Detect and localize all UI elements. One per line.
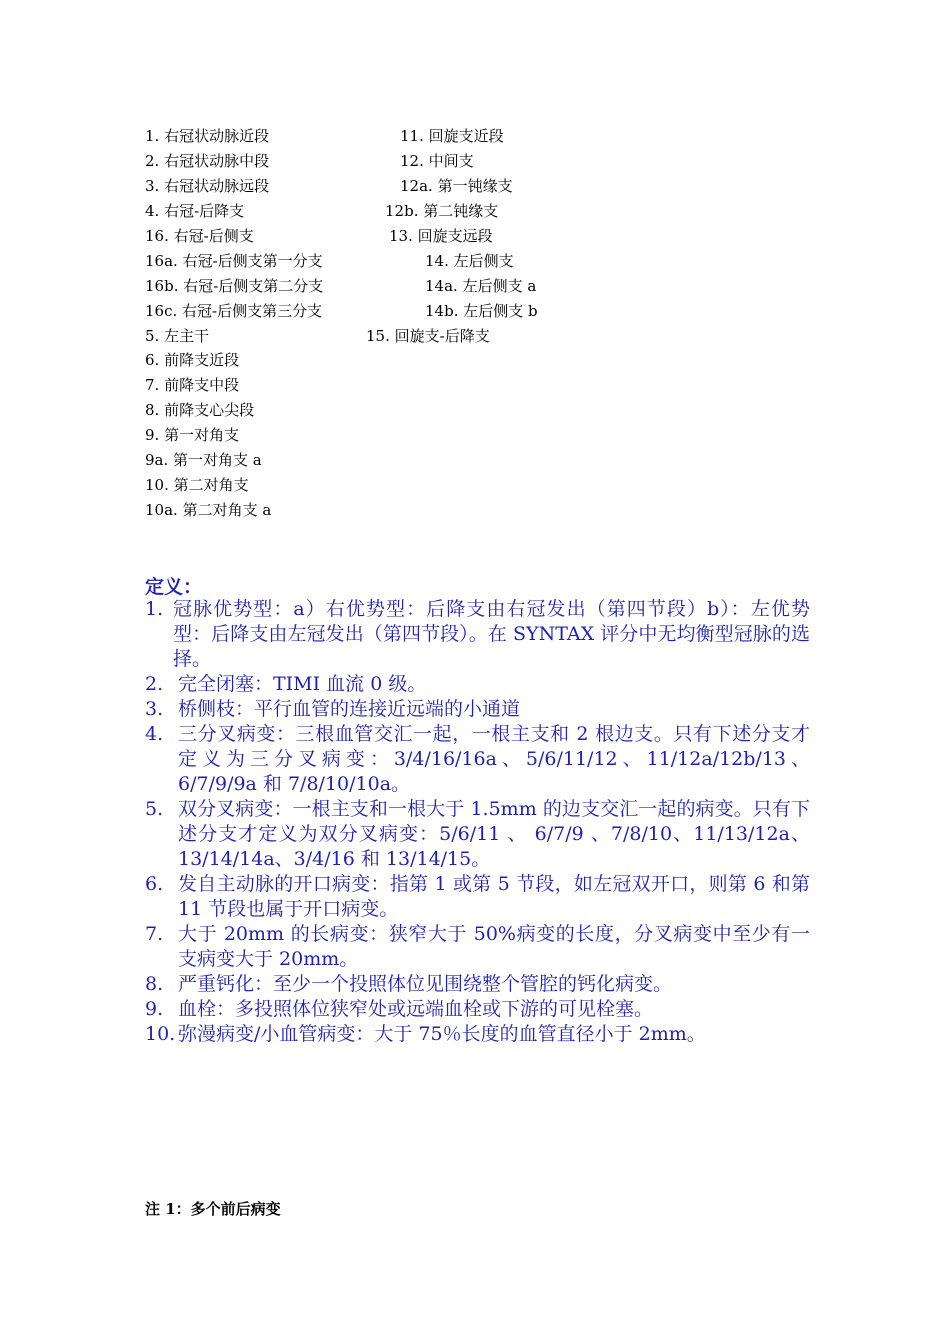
segment-item: 12a. 第一钝缘支 bbox=[400, 177, 513, 195]
segment-item: 16a. 右冠-后侧支第一分支 bbox=[145, 252, 323, 270]
definition-text: 大于 20mm 的长病变：狭窄大于 50%病变的长度，分叉病变中至少有一支病变大于 20mm。 bbox=[178, 923, 810, 970]
definition-number: 1. bbox=[145, 598, 164, 620]
definition-number: 10. bbox=[145, 1023, 176, 1045]
segment-item: 10. 第二对角支 bbox=[145, 476, 249, 494]
definition-text: 发自主动脉的开口病变：指第 1 或第 5 节段，如左冠双开口，则第 6 和第 11 节段也属于开口病变。 bbox=[178, 873, 810, 920]
segment-item: 10a. 第二对角支 a bbox=[145, 501, 272, 519]
definition-text: 三分叉病变：三根血管交汇一起，一根主支和 2 根边支。只有下述分支才定义为三分叉病变：3/4/16/16a、5/6/11/12、11/12a/12b/13、6/7/9/9a 和 7/8/10/10a。 bbox=[178, 723, 810, 795]
segment-item: 7. 前降支中段 bbox=[145, 376, 240, 394]
segment-item: 12. 中间支 bbox=[400, 152, 474, 170]
segment-item: 13. 回旋支远段 bbox=[389, 227, 493, 245]
definition-item bbox=[145, 1022, 810, 1047]
segment-item: 2. 右冠状动脉中段 bbox=[145, 152, 270, 170]
definition-item bbox=[145, 797, 810, 872]
definition-item bbox=[145, 722, 810, 797]
definition-number: 8. bbox=[145, 973, 164, 995]
segment-item: 11. 回旋支近段 bbox=[400, 127, 504, 145]
definition-item bbox=[145, 697, 810, 722]
definition-text: 血栓：多投照体位狭窄处或远端血栓或下游的可见栓塞。 bbox=[178, 998, 654, 1020]
segment-item: 12b. 第二钝缘支 bbox=[385, 202, 499, 220]
definition-text: 双分叉病变：一根主支和一根大于 1.5mm 的边支交汇一起的病变。只有下述分支才定义为双分叉病变：5/6/11 、 6/7/9 、7/8/10、11/13/12a、 13/14/14a、3/4/16 和 13/14/15。 bbox=[178, 798, 810, 870]
definition-number: 5. bbox=[145, 798, 164, 820]
definition-item bbox=[145, 972, 810, 997]
segment-item: 15. 回旋支-后降支 bbox=[366, 327, 490, 345]
definition-item bbox=[145, 597, 810, 672]
segment-item: 9a. 第一对角支 a bbox=[145, 451, 262, 469]
segment-item: 4. 右冠-后降支 bbox=[145, 202, 245, 220]
definition-text: 桥侧枝：平行血管的连接近远端的小通道 bbox=[178, 698, 521, 720]
note-heading: 注 1：多个前后病变 bbox=[145, 1200, 281, 1218]
segment-item: 16b. 右冠-后侧支第二分支 bbox=[145, 277, 324, 295]
definition-item bbox=[145, 672, 810, 697]
segment-item: 6. 前降支近段 bbox=[145, 351, 240, 369]
segment-item: 1. 右冠状动脉近段 bbox=[145, 127, 270, 145]
definition-number: 2. bbox=[145, 673, 164, 695]
definition-text: 弥漫病变/小血管病变：大于 75％长度的血管直径小于 2mm。 bbox=[178, 1023, 706, 1045]
segment-item: 16. 右冠-后侧支 bbox=[145, 227, 254, 245]
segment-item: 14a. 左后侧支 a bbox=[425, 277, 537, 295]
definition-number: 9. bbox=[145, 998, 164, 1020]
definition-number: 6. bbox=[145, 873, 164, 895]
segment-item: 16c. 右冠-后侧支第三分支 bbox=[145, 302, 323, 320]
segment-item: 8. 前降支心尖段 bbox=[145, 401, 255, 419]
segment-item: 14. 左后侧支 bbox=[425, 252, 514, 270]
segment-item: 5. 左主干 bbox=[145, 327, 210, 345]
definition-item bbox=[145, 922, 810, 972]
definition-item bbox=[145, 872, 810, 922]
definition-text: 严重钙化：至少一个投照体位见围绕整个管腔的钙化病变。 bbox=[178, 973, 673, 995]
definition-text: 完全闭塞：TIMI 血流 0 级。 bbox=[178, 673, 427, 695]
definitions-list bbox=[145, 597, 810, 1047]
segment-item: 3. 右冠状动脉远段 bbox=[145, 177, 270, 195]
segment-item: 9. 第一对角支 bbox=[145, 426, 240, 444]
definition-item bbox=[145, 997, 810, 1022]
segment-item: 14b. 左后侧支 b bbox=[425, 302, 538, 320]
definition-text: 冠脉优势型：a）右优势型：后降支由右冠发出（第四节段）b）：左优势型：后降支由左冠发出（第四节段）。在 SYNTAX 评分中无均衡型冠脉的选择。 bbox=[173, 598, 810, 670]
definition-number: 7. bbox=[145, 923, 164, 945]
definition-number: 3. bbox=[145, 698, 164, 720]
definitions-title: 定义： bbox=[145, 576, 203, 598]
definition-number: 4. bbox=[145, 723, 164, 745]
